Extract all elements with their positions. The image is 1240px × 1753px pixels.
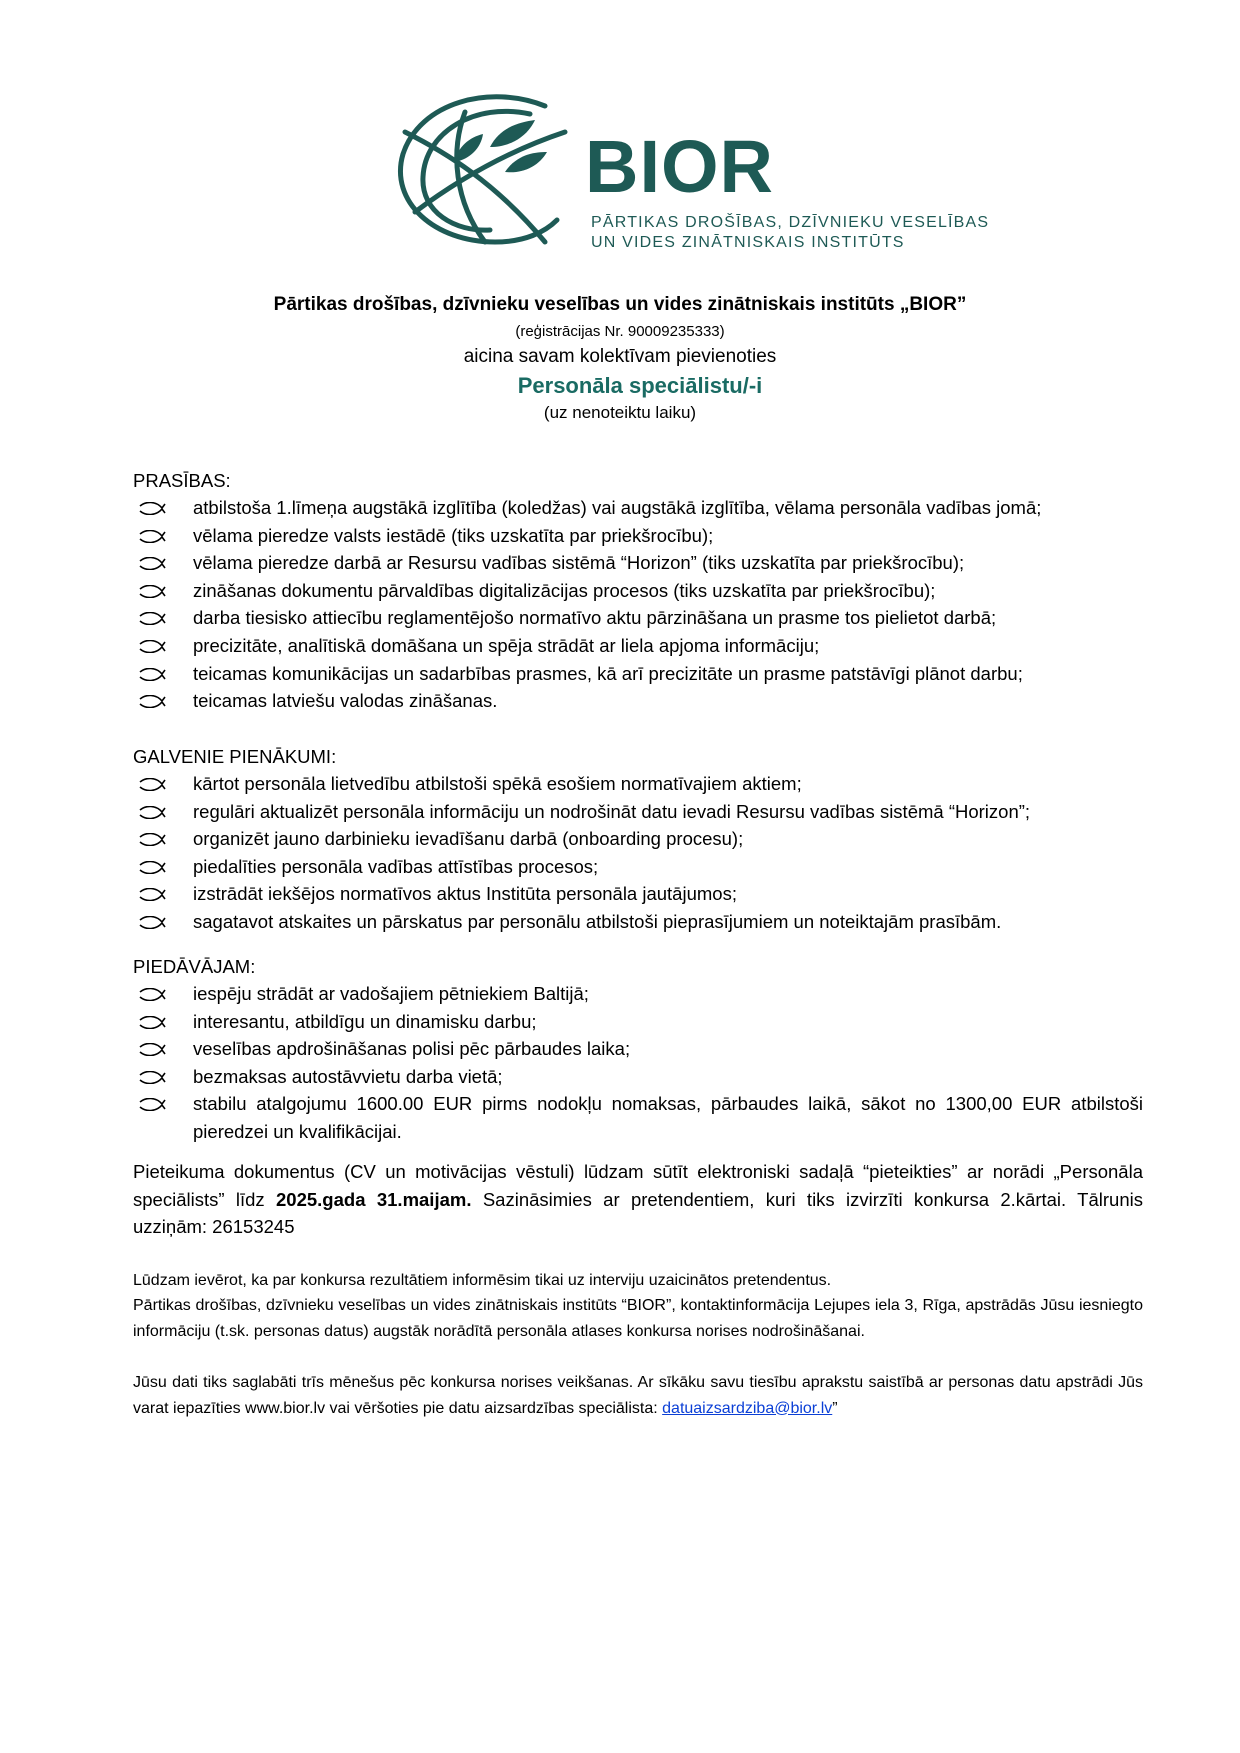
list-item-text: sagatavot atskaites un pārskatus par personālu atbilstoši pieprasījumiem un noteiktajām prasībām. xyxy=(193,910,1002,932)
employment-term: (uz nenoteiktu laiku) xyxy=(543,403,697,422)
globe-leaf-icon xyxy=(395,92,575,252)
fish-bullet-icon xyxy=(138,988,166,1001)
fish-bullet-icon xyxy=(138,557,166,570)
list-item-text: regulāri aktualizēt personāla informāciju un nodrošināt datu ievadi Resursu vadības sistēmā “Horizon”; xyxy=(193,800,1031,822)
fish-bullet-icon xyxy=(138,1043,166,1056)
fish-bullet-icon xyxy=(138,640,166,653)
list-item xyxy=(133,825,1143,853)
list-item-text: vēlama pieredze darbā ar Resursu vadības sistēmā “Horizon” (tiks uzskatīta par priekšrocību); xyxy=(193,552,965,574)
position-title: Personāla speciālistu/-i xyxy=(517,373,763,398)
list-item-text: teicamas komunikācijas un sadarbības prasmes, kā arī precizitāte un prasme patstāvīgi plānot darbu; xyxy=(193,662,1023,684)
interview-notice: Lūdzam ievērot, ka par konkursa rezultātiem informēsim tikai uz interviju uzaicinātos pretendentus. xyxy=(133,1272,832,1289)
organization-title: Pārtikas drošības, dzīvnieku veselības un vides zinātniskais institūts „BIOR” xyxy=(273,294,967,315)
application-text-before: Pieteikuma dokumentus (CV un motivācijas vēstuli) lūdzam sūtīt elektroniski sadaļā “pieteikties” ar norādi „Personāla speciālists” līdz xyxy=(133,1161,1143,1210)
application-paragraph xyxy=(133,1158,1143,1241)
list-item xyxy=(133,980,1143,1008)
fish-bullet-icon xyxy=(138,888,166,901)
fish-bullet-icon xyxy=(138,1098,166,1111)
list-item xyxy=(133,494,1143,522)
list-item-text: piedalīties personāla vadības attīstības procesos; xyxy=(193,855,599,877)
registration-number: (reģistrācijas Nr. 90009235333) xyxy=(515,323,725,340)
retention-text: Jūsu dati tiks saglabāti trīs mēnešus pēc konkursa norises veikšanas. Ar sīkāku savu tiesību aprakstu saistībā ar personas datu apstrādi Jūs varat iepazīties www.bior.lv vai vēršoties pie datu aizsardzības speciālista: xyxy=(133,1374,1143,1417)
list-item xyxy=(133,880,1143,908)
list-item-text: teicamas latviešu valodas zināšanas. xyxy=(193,690,498,712)
list-item-text: stabilu atalgojumu 1600.00 EUR pirms nodokļu nomaksas, pārbaudes laikā, sākot no 1300,00 EUR atbilstoši pieredzei un kvalifikācijai. xyxy=(193,1093,1143,1142)
offer-list xyxy=(133,980,1143,1146)
list-item xyxy=(133,660,1143,688)
list-item xyxy=(133,853,1143,881)
requirements-heading: PRASĪBAS: xyxy=(133,470,231,491)
application-text-after: Sazināsimies ar pretendentiem, kuri tiks izvirzīti konkursa 2.kārtai. Tālrunis uzziņām: 26153245 xyxy=(133,1188,1143,1237)
fish-bullet-icon xyxy=(138,695,166,708)
list-item xyxy=(133,1008,1143,1036)
privacy-notice: Pārtikas drošības, dzīvnieku veselības un vides zinātniskais institūts “BIOR”, kontaktinformācija Lejupes iela 3, Rīga, apstrādās Jūsu iesniegto informāciju (t.sk. personas datus) augstāk norādītā personāla atlases konkursa norises nodrošināšanai. xyxy=(133,1297,1143,1340)
offer-heading: PIEDĀVĀJAM: xyxy=(133,956,256,977)
closing-quote: ” xyxy=(832,1399,838,1417)
fish-bullet-icon xyxy=(138,1016,166,1029)
fish-bullet-icon xyxy=(138,806,166,819)
duties-heading: GALVENIE PIENĀKUMI: xyxy=(133,746,337,767)
logo-wordmark: BIOR xyxy=(585,125,774,208)
list-item xyxy=(133,1090,1143,1145)
list-item-text: organizēt jauno darbinieku ievadīšanu darbā (onboarding procesu); xyxy=(193,828,744,850)
list-item-text: iespēju strādāt ar vadošajiem pētniekiem Baltijā; xyxy=(193,983,589,1004)
invitation-text: aicina savam kolektīvam pievienoties xyxy=(463,346,777,367)
fish-bullet-icon xyxy=(138,585,166,598)
fish-bullet-icon xyxy=(138,612,166,625)
list-item-text: atbilstoša 1.līmeņa augstākā izglītība (koledžas) vai augstākā izglītība, vēlama personāla vadības jomā; xyxy=(193,497,1042,518)
logo-subtitle-line1: PĀRTIKAS DROŠĪBAS, DZĪVNIEKU VESELĪBAS xyxy=(591,214,990,231)
list-item-text: bezmaksas autostāvvietu darba vietā; xyxy=(193,1065,503,1087)
list-item xyxy=(133,687,1143,715)
list-item-text: kārtot personāla lietvedību atbilstoši spēkā esošiem normatīvajiem aktiem; xyxy=(193,773,802,794)
list-item xyxy=(133,1035,1143,1063)
application-deadline: 2025.gada 31.maijam. xyxy=(276,1188,472,1210)
bior-logo xyxy=(395,92,990,262)
list-item xyxy=(133,522,1143,550)
fish-bullet-icon xyxy=(138,502,166,515)
list-item xyxy=(133,604,1143,632)
duties-list xyxy=(133,770,1143,936)
list-item-text: precizitāte, analītiskā domāšana un spēja strādāt ar liela apjoma informāciju; xyxy=(193,634,820,656)
list-item xyxy=(133,1063,1143,1091)
list-item-text: vēlama pieredze valsts iestādē (tiks uzskatīta par priekšrocību); xyxy=(193,524,714,546)
list-item xyxy=(133,549,1143,577)
list-item xyxy=(133,770,1143,798)
list-item-text: interesantu, atbildīgu un dinamisku darbu; xyxy=(193,1010,537,1032)
list-item xyxy=(133,577,1143,605)
fish-bullet-icon xyxy=(138,778,166,791)
fish-bullet-icon xyxy=(138,1071,166,1084)
fish-bullet-icon xyxy=(138,833,166,846)
fish-bullet-icon xyxy=(138,530,166,543)
dpo-email-link[interactable]: datuaizsardziba@bior.lv xyxy=(662,1399,833,1417)
list-item-text: izstrādāt iekšējos normatīvos aktus Institūta personāla jautājumos; xyxy=(193,883,737,905)
list-item-text: zināšanas dokumentu pārvaldības digitalizācijas procesos (tiks uzskatīta par priekšrocību); xyxy=(193,579,936,601)
fish-bullet-icon xyxy=(138,916,166,929)
list-item xyxy=(133,908,1143,936)
list-item-text: veselības apdrošināšanas polisi pēc pārbaudes laika; xyxy=(193,1038,631,1060)
list-item-text: darba tiesisko attiecību reglamentējošo normatīvo aktu pārzināšana un prasme tos pielietot darbā; xyxy=(193,607,997,629)
logo-subtitle-line2: UN VIDES ZINĀTNISKAIS INSTITŪTS xyxy=(591,234,905,251)
requirements-list xyxy=(133,494,1143,715)
list-item xyxy=(133,632,1143,660)
data-retention-notice xyxy=(133,1370,1143,1421)
fish-bullet-icon xyxy=(138,861,166,874)
fish-bullet-icon xyxy=(138,668,166,681)
list-item xyxy=(133,798,1143,826)
